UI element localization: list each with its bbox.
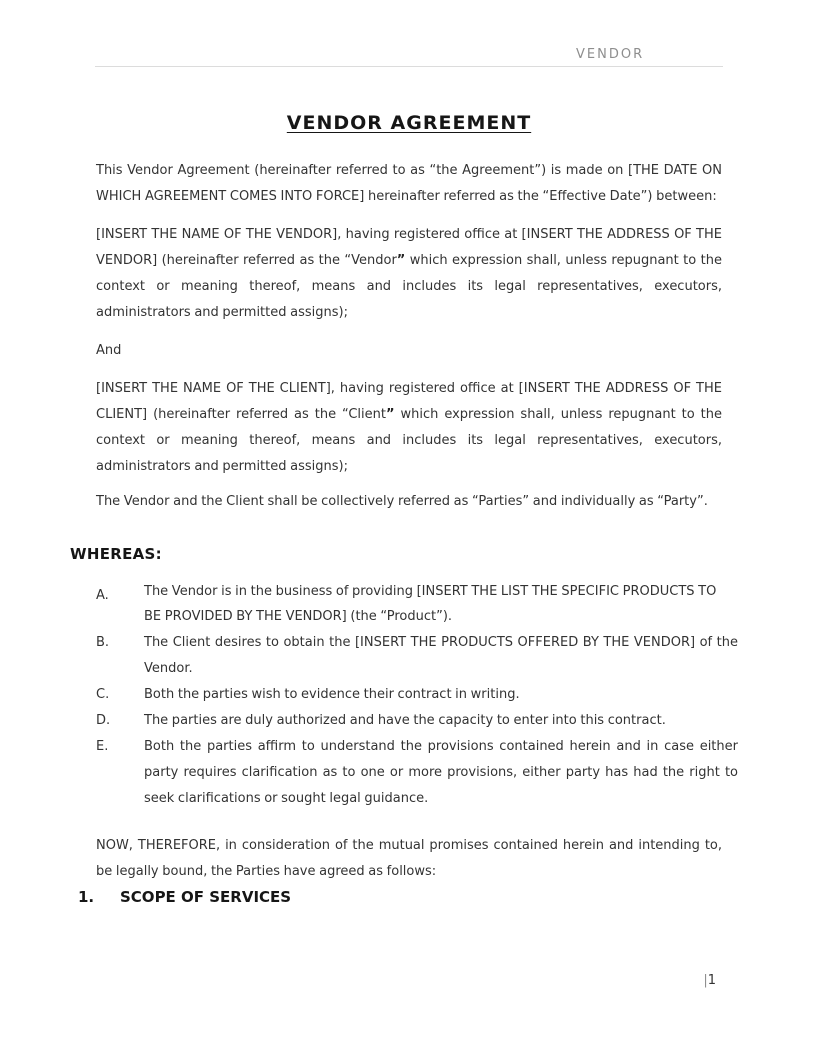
item-letter: D. [96,713,111,728]
item-text: The parties are duly authorized and have the capacity to enter into this contract. [144,713,666,728]
item-letter: A. [96,587,109,603]
and-connector: And [96,343,122,358]
whereas-item-c [96,682,738,708]
item-body [144,708,738,734]
intro-paragraph-vendor [96,222,722,326]
item-letter: B. [96,635,110,650]
document-content [70,0,738,910]
whereas-list [96,583,738,813]
item-text: Both the parties wish to evidence their contract in writing. [144,687,520,702]
whereas-heading: WHEREAS: [70,544,162,563]
parties-paragraph: The Vendor and the Client shall be collectively referred as “Parties” and individually as “Party”. [96,494,708,509]
vendor-bold-quote: ” [396,253,406,268]
client-bold-quote: ” [385,407,395,422]
item-continuation: BE PROVIDED BY THE VENDOR] (the “Product”). [144,609,453,624]
item-body [144,583,738,631]
intro-paragraph-client [96,376,722,480]
whereas-item-d [96,708,738,734]
item-body [144,734,738,812]
item-text: Both the parties affirm to understand the provisions contained herein and in case either party requires clarification as to one or more provisions, either party has had the right to seek clarifications or sought legal guidance. [144,739,738,806]
document-title: VENDOR AGREEMENT [286,112,532,134]
section-heading-scope-of-services [78,884,722,910]
item-letter: E. [96,739,109,754]
whereas-item-e [96,734,738,812]
item-letter: C. [96,687,110,702]
item-text: The Vendor is in the business of providing [INSERT THE LIST THE SPECIFIC PRODUCTS TO [144,583,717,599]
intro-paragraph-agreement: This Vendor Agreement (hereinafter referred to as “the Agreement”) is made on [THE DATE ON WHICH AGREEMENT COMES INTO FORCE] hereinafter referred as the “Effective Date”) between: [96,163,722,204]
vendor-paragraph-text: [INSERT THE NAME OF THE VENDOR], having registered office at [INSERT THE ADDRESS OF THE VENDOR] (hereinafter referred as the “Vendor [96,227,722,268]
section-label: SCOPE OF SERVICES [120,888,292,906]
now-therefore-paragraph: NOW, THEREFORE, in consideration of the mutual promises contained herein and intending to, be legally bound, the Parties have agreed as follows: [96,838,722,879]
item-text: The Client desires to obtain the [INSERT THE PRODUCTS OFFERED BY THE VENDOR] of the Vendor. [144,635,738,676]
vendor-paragraph-text-cont: which expression shall, unless repugnant to the context or meaning thereof, means and includes its legal representatives, executors, administrators and permitted assigns); [96,253,722,320]
section-number: 1. [78,888,95,906]
client-paragraph-text-cont: which expression shall, unless repugnant to the context or meaning thereof, means and includes its legal representatives, executors, administrators and permitted assigns); [96,407,722,474]
whereas-item-b [96,630,738,682]
client-paragraph-text: [INSERT THE NAME OF THE CLIENT], having registered office at [INSERT THE ADDRESS OF THE CLIENT] (hereinafter referred as the “Client [96,381,722,422]
page-footer [703,972,716,990]
item-body [144,682,738,708]
footer-separator: | [703,973,708,988]
item-body [144,630,738,682]
header-running-title: VENDOR [576,47,645,62]
whereas-item-a [96,583,738,631]
page-number: 1 [707,973,716,988]
